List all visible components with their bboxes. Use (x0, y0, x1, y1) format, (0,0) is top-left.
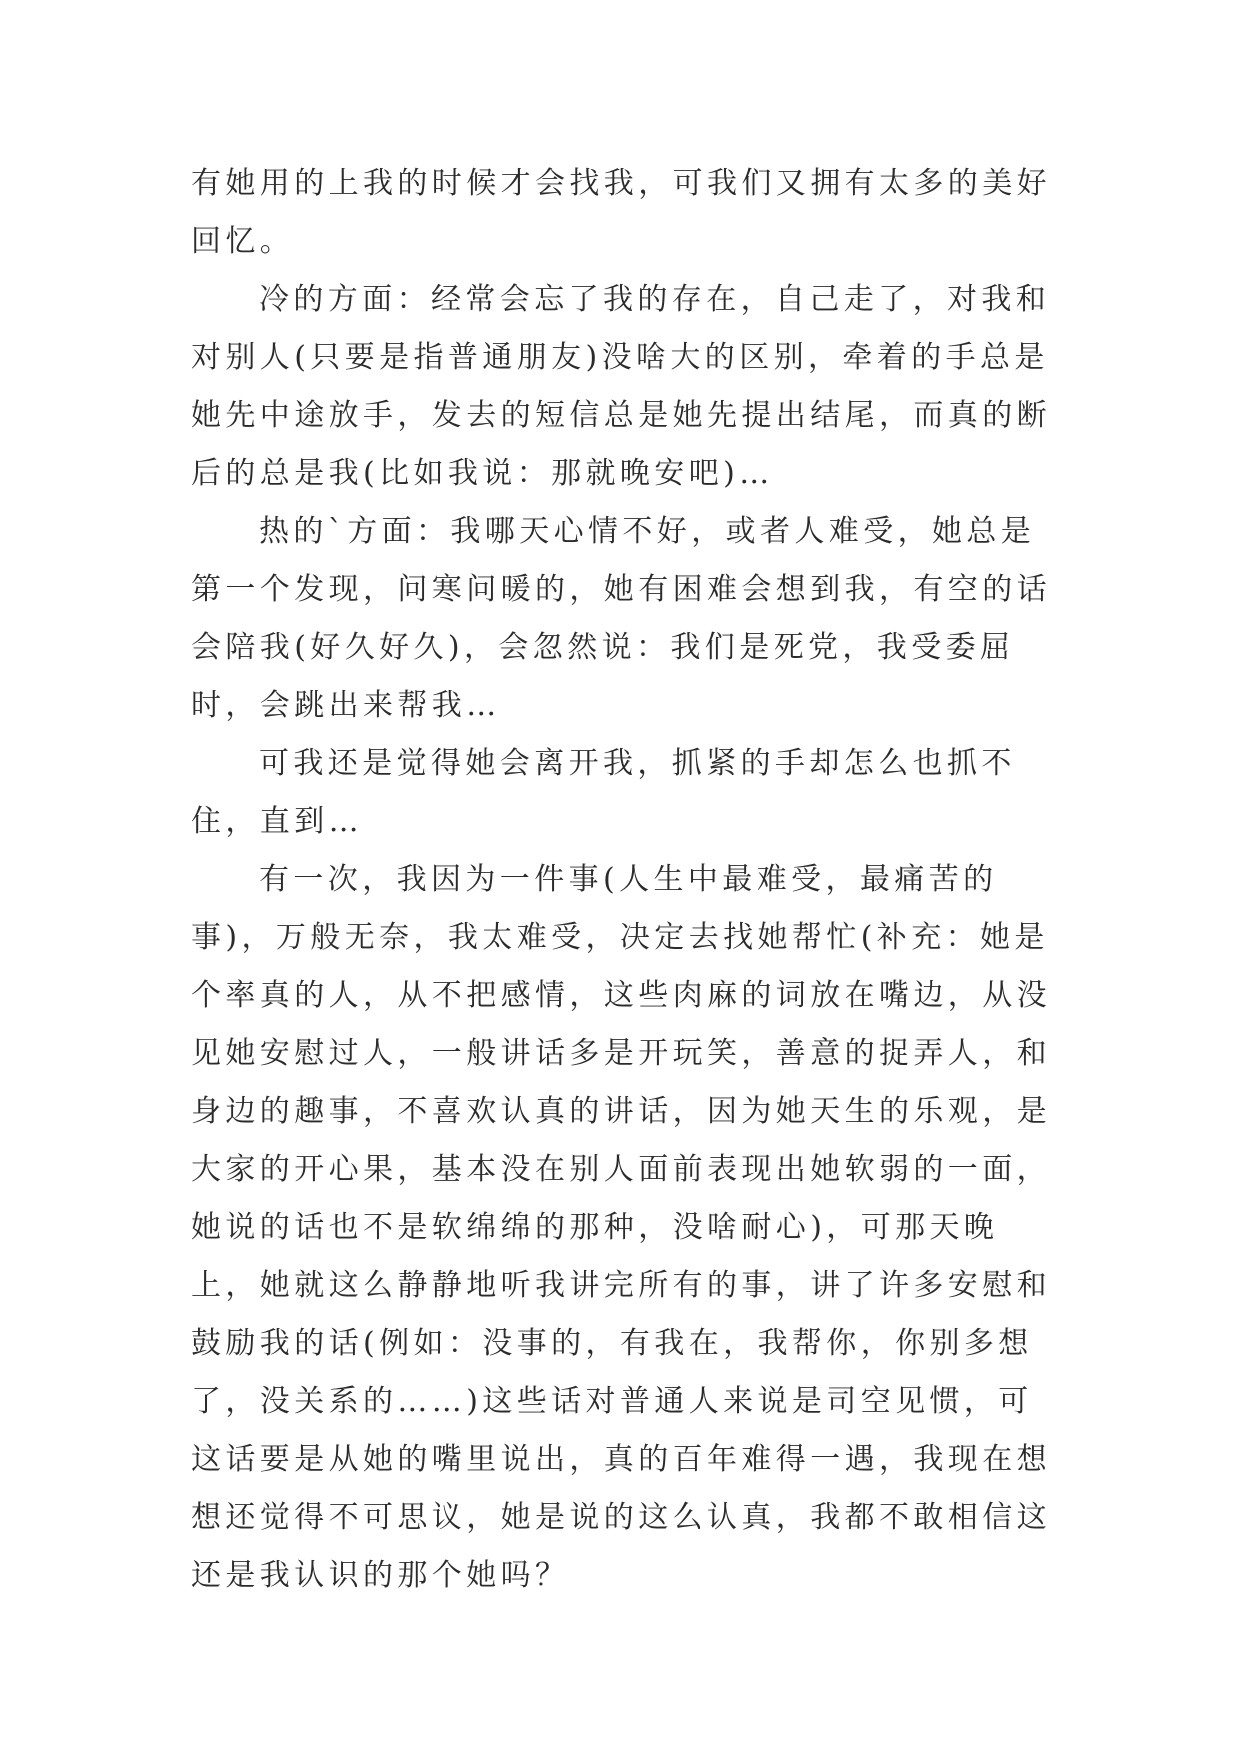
paragraph-cold-side: 冷的方面：经常会忘了我的存在，自己走了，对我和对别人(只要是指普通朋友)没啥大的区别，牵着的手总是她先中途放手，发去的短信总是她先提出结尾，而真的断后的总是我(比如我说：那就晚安吧)… (191, 282, 1051, 491)
paragraph-warm-side: 热的`方面：我哪天心情不好，或者人难受，她总是第一个发现，问寒问暖的，她有困难会想到我，有空的话会陪我(好久好久)，会忽然说：我们是死党，我受委屈时，会跳出来帮我… (191, 514, 1051, 723)
paragraph-story: 有一次，我因为一件事(人生中最难受，最痛苦的事)，万般无奈，我太难受，决定去找她帮忙(补充：她是个率真的人，从不把感情，这些肉麻的词放在嘴边，从没见她安慰过人，一般讲话多是开玩笑，善意的捉弄人，和身边的趣事，不喜欢认真的讲话，因为她天生的乐观，是大家的开心果，基本没在别人面前表现出她软弱的一面，她说的话也不是软绵绵的那种，没啥耐心)，可那天晚上，她就这么静静地听我讲完所有的事，讲了许多安慰和鼓励我的话(例如：没事的，有我在，我帮你，你别多想了，没关系的……)这些话对普通人来说是司空见惯，可这话要是从她的嘴里说出，真的百年难得一遇，我现在想想还觉得不可思议，她是说的这么认真，我都不敢相信这还是我认识的那个她吗？ (191, 862, 1051, 1593)
document-body (191, 155, 1061, 1605)
paragraph-feeling: 可我还是觉得她会离开我，抓紧的手却怎么也抓不住，直到… (191, 746, 1016, 839)
paragraph-continuation: 有她用的上我的时候才会找我，可我们又拥有太多的美好回忆。 (191, 166, 1051, 259)
